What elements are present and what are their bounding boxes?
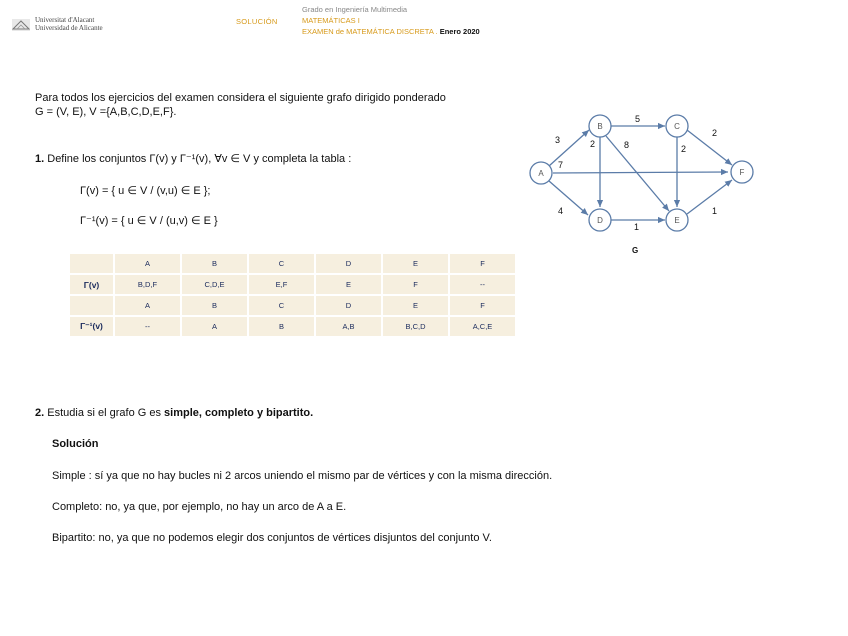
exam-header — [302, 4, 480, 37]
table-header-cell: C — [249, 296, 316, 317]
table-header-cell: B — [182, 296, 249, 317]
exercise2-text: Estudia si el grafo G es — [47, 407, 165, 419]
table-header-cell: F — [450, 296, 517, 317]
graph-name: G — [632, 246, 639, 255]
table-cell: E,F — [249, 275, 316, 296]
gamma-definition: Γ(v) = { u ∈ V / (v,u) ∈ E }; — [80, 185, 211, 197]
weight-A-B: 3 — [555, 135, 561, 145]
table-header-cell: D — [316, 254, 383, 275]
edge-A-D — [549, 181, 588, 215]
node-E — [666, 209, 688, 231]
node-D-label: D — [597, 216, 603, 225]
subject-name: MATEMÁTICAS I — [302, 16, 360, 25]
table-cell: F — [383, 275, 450, 296]
table-cell: B,C,D — [383, 317, 450, 338]
table-cell: B — [249, 317, 316, 338]
table-header-cell: C — [249, 254, 316, 275]
solution-heading: Solución — [52, 438, 99, 450]
exercise2-text-bold: simple, completo y bipartito. — [164, 407, 314, 419]
weight-D-E: 1 — [634, 222, 640, 232]
table-header-cell: B — [182, 254, 249, 275]
node-C — [666, 115, 688, 137]
weight-A-F: 7 — [558, 160, 564, 170]
exercise2-number: 2. — [35, 407, 45, 419]
intro-line1: Para todos los ejercicios del examen considera el siguiente grafo dirigido ponderado — [35, 92, 446, 104]
table-cell: -- — [115, 317, 182, 338]
table-header-row-2 — [70, 296, 517, 317]
degree-name: Grado en Ingeniería Multimedia — [302, 5, 408, 14]
answer-simple: Simple : sí ya que no hay bucles ni 2 arcos uniendo el mismo par de vértices y con la misma dirección. — [52, 470, 553, 482]
row-label-gamma-inverse: Γ⁻¹(v) — [70, 317, 115, 338]
exercise1-statement — [35, 152, 351, 166]
exam-date: Enero 2020 — [439, 27, 480, 36]
node-A — [530, 162, 552, 184]
exam-title: EXAMEN de MATEMÁTICA DISCRETA . — [302, 27, 438, 36]
weight-E-F: 1 — [712, 206, 718, 216]
table-header-cell: A — [115, 296, 182, 317]
edge-C-F — [687, 130, 732, 165]
exercise1-text: Define los conjuntos Γ(v) y Γ⁻¹(v), ∀v ∈ V y completa la tabla : — [47, 153, 352, 165]
node-B-label: B — [597, 122, 603, 131]
gamma-inverse-definition: Γ⁻¹(v) = { u ∈ V / (u,v) ∈ E } — [80, 215, 218, 227]
table-cell: E — [316, 275, 383, 296]
node-F-label: F — [739, 168, 745, 177]
weight-C-E: 2 — [681, 144, 687, 154]
table-corner — [70, 296, 115, 317]
weight-B-D: 2 — [590, 139, 596, 149]
table-cell: -- — [450, 275, 517, 296]
university-logo-icon — [12, 19, 30, 31]
table-corner — [70, 254, 115, 275]
table-cell: A — [182, 317, 249, 338]
row-label-gamma: Γ(v) — [70, 275, 115, 296]
answer-bipartito: Bipartito: no, ya que no podemos elegir dos conjuntos de vértices disjuntos del conjunto V. — [52, 532, 492, 544]
table-cell: A,B — [316, 317, 383, 338]
node-F — [731, 161, 753, 183]
table-header-cell: D — [316, 296, 383, 317]
answer-completo: Completo: no, ya que, por ejemplo, no hay un arco de A a E. — [52, 501, 347, 513]
solution-tag: SOLUCIÓN — [236, 17, 278, 26]
university-logo — [12, 17, 103, 32]
intro-paragraph — [35, 91, 535, 119]
edge-A-F — [553, 172, 728, 173]
university-name-line2: Universidad de Alicante — [35, 23, 103, 32]
node-D — [589, 209, 611, 231]
gamma-table — [70, 254, 517, 338]
edge-B-E — [606, 136, 669, 211]
table-row-gamma — [70, 275, 517, 296]
intro-line2: G = (V, E), V ={A,B,C,D,E,F}. — [35, 106, 177, 118]
table-header-cell: A — [115, 254, 182, 275]
exercise1-number: 1. — [35, 153, 45, 165]
university-name-line1: Universitat d'Alacant — [35, 16, 95, 24]
weight-C-F: 2 — [712, 128, 718, 138]
weight-A-D: 4 — [558, 206, 564, 216]
table-header-row — [70, 254, 517, 275]
weighted-digraph — [520, 108, 770, 238]
university-name — [35, 17, 103, 32]
node-B — [589, 115, 611, 137]
table-cell: A,C,E — [450, 317, 517, 338]
table-cell: C,D,E — [182, 275, 249, 296]
node-C-label: C — [674, 122, 680, 131]
table-header-cell: E — [383, 254, 450, 275]
table-header-cell: E — [383, 296, 450, 317]
table-cell: B,D,F — [115, 275, 182, 296]
table-header-cell: F — [450, 254, 517, 275]
node-A-label: A — [538, 169, 544, 178]
weight-B-E: 8 — [624, 140, 630, 150]
exercise2-statement — [35, 406, 313, 420]
table-row-gamma-inverse — [70, 317, 517, 338]
edge-E-F — [687, 180, 732, 214]
weight-B-C: 5 — [635, 114, 641, 124]
node-E-label: E — [674, 216, 680, 225]
